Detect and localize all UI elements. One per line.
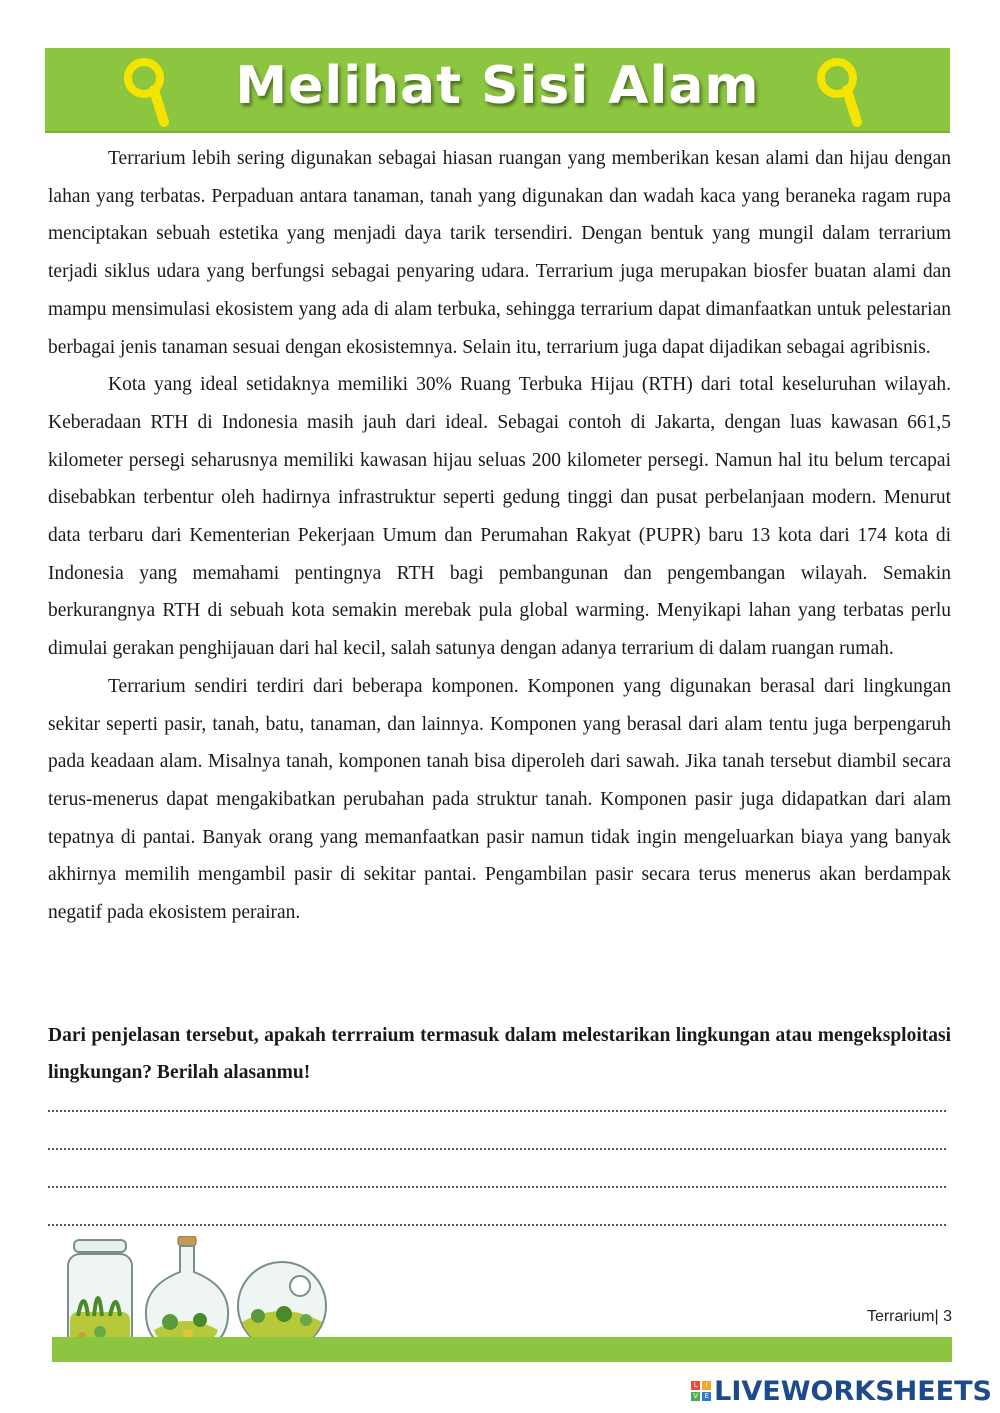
title-banner	[45, 48, 950, 131]
article-body	[48, 140, 951, 932]
bottle-icon	[146, 1236, 228, 1350]
page-title: Melihat Sisi Alam	[235, 56, 760, 116]
magnifier-icon	[813, 54, 873, 130]
paragraph-2: Kota yang ideal setidaknya memiliki 30% Ruang Terbuka Hijau (RTH) dari total keseluruhan wilayah. Keberadaan RTH di Indonesia masih jauh dari ideal. Sebagai contoh di Jakarta, dengan luas kawasan 661,5 kilometer persegi seharusnya memiliki kawasan hijau seluas 200 kilometer persegi. Namun hal itu belum tercapai disebabkan terbentur oleh hadirnya infrastruktur seperti gedung tinggi dan pusat perbelanjaan modern. Menurut data terbaru dari Kementerian Pekerjaan Umum dan Perumahan Rakyat (PUPR) baru 13 kota dari 174 kota di Indonesia yang memahami pentingnya RTH bagi pembangunan dan pengembangan wilayah. Semakin berkurangnya RTH di sebuah kota semakin merebak pula global warming. Menyikapi lahan yang terbatas perlu dimulai gerakan penghijauan dari hal kecil, salah satunya dengan adanya terrarium di dalam ruangan rumah.	[48, 374, 951, 660]
jar-icon	[68, 1240, 132, 1350]
answer-line-1[interactable]	[48, 1108, 946, 1112]
answer-line-4[interactable]	[48, 1222, 946, 1226]
paragraph-3: Terrarium sendiri terdiri dari beberapa komponen. Komponen yang digunakan berasal dari lingkungan sekitar seperti pasir, tanah, batu, tanaman, dan lainnya. Komponen yang berasal dari alam tentu juga berpengaruh pada keadaan alam. Misalnya tanah, komponen tanah bisa diperoleh dari sawah. Jika tanah tersebut diambil secara terus-menerus dapat mengakibatkan perubahan pada struktur tanah. Komponen pasir juga didapatkan dari alam tepatnya di pantai. Banyak orang yang memanfaatkan pasir namun tidak ingin mengeluarkan biaya yang banyak akhirnya memilih mengambil pasir di sekitar pantai. Pengambilan pasir secara terus menerus akan berdampak negatif pada ekosistem perairan.	[48, 675, 951, 924]
answer-line-2[interactable]	[48, 1146, 946, 1150]
liveworksheets-logo	[691, 1376, 992, 1406]
logo-text: LIVEWORKSHEETS	[714, 1375, 992, 1407]
page-number: Terrarium| 3	[866, 1308, 952, 1325]
answer-line-3[interactable]	[48, 1184, 946, 1188]
paragraph-1: Terrarium lebih sering digunakan sebagai hiasan ruangan yang memberikan kesan alami dan hijau dengan lahan yang terbatas. Perpaduan antara tanaman, tanah yang digunakan dan wadah kaca yang beraneka ragam rupa menciptakan sebuah estetika yang menjadi daya tarik tersendiri. Dengan bentuk yang mungil dalam terrarium terjadi siklus udara yang berfungsi sebagai penyaring udara. Terrarium juga merupakan biosfer buatan alami dan mampu mensimulasi ekosistem yang ada di alam terbuka, sehingga terrarium dapat dimanfaatkan untuk pelestarian berbagai jenis tanaman sesuai dengan ekosistemnya. Selain itu, terrarium juga dapat dijadikan sebagai agribisnis.	[48, 148, 951, 358]
logo-blocks-icon: L I V E	[691, 1381, 711, 1401]
footer-bar	[52, 1337, 952, 1362]
question-text: Dari penjelasan tersebut, apakah terrraium termasuk dalam melestarikan lingkungan atau mengeksploitasi lingkungan? Berilah alasanmu!	[48, 1025, 951, 1083]
